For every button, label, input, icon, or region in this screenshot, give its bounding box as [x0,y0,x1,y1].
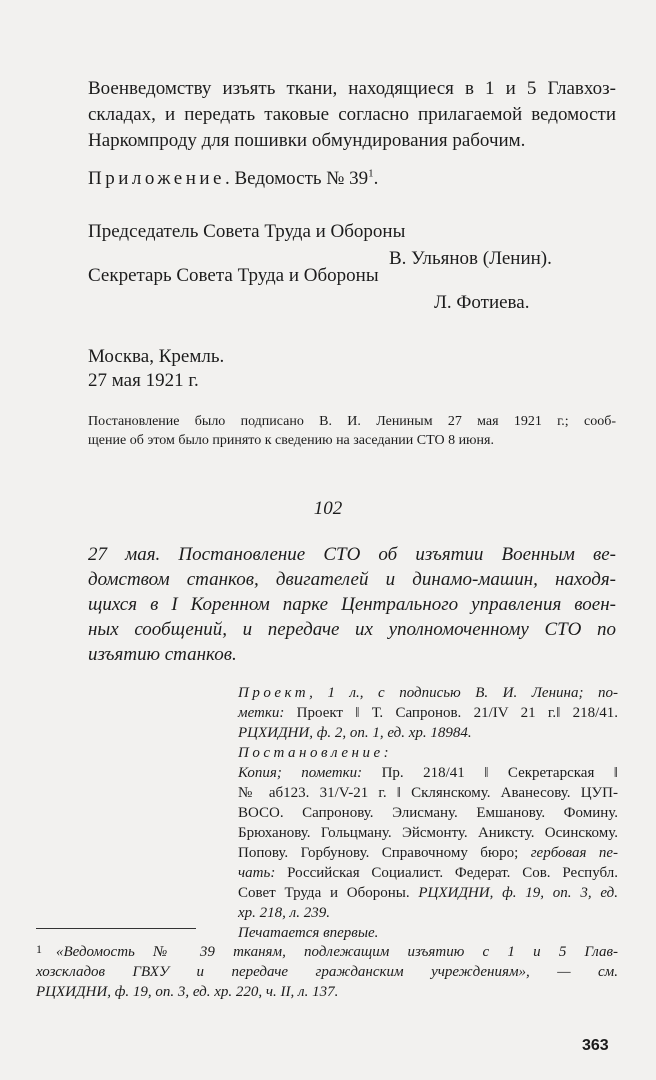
source-line: ВОСО. Сапронову. Элисману. Емшанову. Фомину. [238,805,618,821]
marks-label: метки: [238,705,285,721]
source-line [238,843,618,863]
source-line [238,883,618,903]
secretary-title: Секретарь Совета Труда и Обороны [88,265,379,286]
marks-text: Проект ‖ Т. Сапронов. 21/IV 21 г.‖ 218/41. [284,705,618,721]
copy-text: Пр. 218/41 ‖ Секретарская ‖ [362,765,618,781]
note-line: щение об этом было принято к сведению на заседании СТО 8 июня. [88,433,494,448]
source-line [238,703,618,723]
editorial-note [88,412,616,450]
footnote [36,942,618,1002]
date: 27 мая 1921 г. [88,370,199,391]
document-number: 102 [313,498,343,519]
footnote-reference: 1 [368,167,374,180]
stamp-text-cont: Совет Труда и Обороны. [238,885,419,901]
copy-label: Копия; пометки: [238,765,363,781]
source-line [238,683,618,703]
stamp-label: гербовая пе- [530,845,618,861]
appendix-end: . [373,168,379,189]
heading-line: домством станков, двигателей и динамо-машин, находя- [88,569,616,590]
heading-line: щихся в I Коренном парке Центрального управления воен- [88,594,616,615]
source-description [238,683,618,943]
source-line: Брюханову. Гольцману. Эйсмонту. Аниксту. Осинскому. [238,825,618,841]
page-number: 363 [582,1037,609,1054]
text-line: Наркомпроду для пошивки обмундирования рабочим. [88,130,526,151]
footnote-line: РЦХИДНИ, ф. 19, оп. 3, ед. хр. 220, ч. II, л. 137. [36,984,339,1000]
footnote-divider [36,928,196,929]
document-heading [88,542,616,667]
footnote-mark: 1 [36,942,42,956]
source-line: № аб123. 31/V-21 г. ‖ Склянскому. Аванесову. ЦУП- [238,785,618,801]
text-line: складах, и передать таковые согласно прилагаемой ведомости [88,104,616,125]
recipients-end: Попову. Горбунову. Справочному бюро; [238,845,519,861]
appendix-label: Приложение [88,168,225,189]
chairman-title: Председатель Совета Труда и Обороны [88,221,406,242]
stamp-label-cont: чать: [238,865,276,881]
decree-paragraph [88,76,616,154]
appendix-line [88,166,378,192]
heading-line: изъятию станков. [88,644,237,665]
place-and-date [88,345,224,393]
secretary-signature: Л. Фотиева. [434,292,530,313]
resolution-label: Постановление: [238,745,393,761]
place: Москва, Кремль. [88,346,225,367]
archive-ref: РЦХИДНИ, ф. 2, оп. 1, ед. хр. 18984. [238,725,472,741]
chairman-signature: В. Ульянов (Ленин). [389,248,552,269]
note-line: Постановление было подписано В. И. Лениным 27 мая 1921 г.; сооб- [88,414,616,429]
heading-line: 27 мая. Постановление СТО об изъятии Военным ве- [88,544,616,565]
footnote-line: «Ведомость № 39 тканям, подлежащим изъятию с 1 и 5 Глав- [56,944,618,960]
appendix-text: . Ведомость № 39 [224,168,369,189]
printed-first-note: Печатается впервые. [238,925,379,941]
footnote-line: хозскладов ГВХУ и передаче гражданским учреждениям», — см. [36,964,618,980]
stamp-text: Российская Социалист. Федерат. Сов. Республ. [275,865,618,881]
draft-label: Проект [238,685,310,701]
archive-ref-2: РЦХИДНИ, ф. 19, оп. 3, ед. [418,885,618,901]
draft-desc: , 1 л., с подписью В. И. Ленина; по- [309,685,618,701]
text-line: Военведомству изъять ткани, находящиеся в 1 и 5 Главхоз- [88,78,616,99]
archive-ref-2-cont: хр. 218, л. 239. [238,905,330,921]
source-line [238,863,618,883]
source-line [238,763,618,783]
heading-line: ных сообщений, и передаче их уполномоченному СТО по [88,619,616,640]
